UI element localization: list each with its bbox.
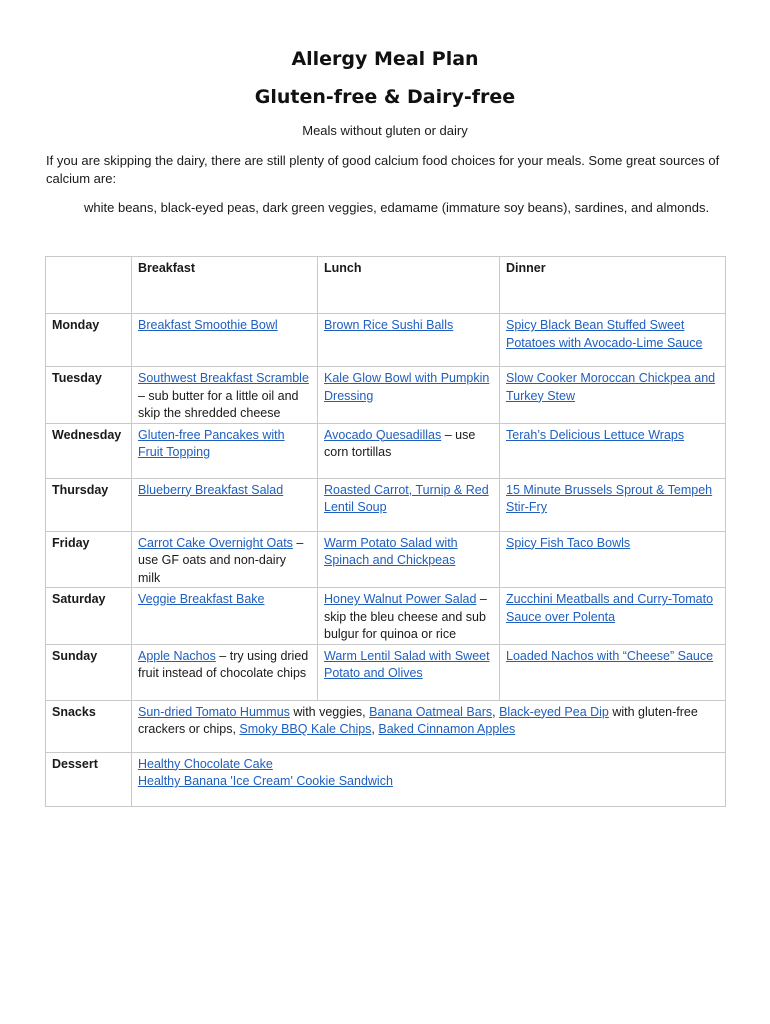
lunch-cell bbox=[318, 314, 500, 367]
breakfast-cell bbox=[132, 423, 318, 478]
snacks-text: , bbox=[371, 722, 379, 736]
recipe-link[interactable]: Warm Potato Salad with Spinach and Chickpeas bbox=[324, 535, 458, 567]
day-label: Thursday bbox=[46, 478, 132, 531]
table-row bbox=[46, 644, 726, 700]
page-subtitle-title: Gluten-free & Dairy-free bbox=[254, 86, 516, 108]
page-subtitle: Meals without gluten or dairy bbox=[302, 123, 468, 138]
recipe-link[interactable]: Honey Walnut Power Salad bbox=[324, 592, 477, 606]
lunch-cell bbox=[318, 644, 500, 700]
recipe-note: – skip the bleu cheese and sub bulgur for quinoa or rice bbox=[324, 592, 487, 641]
snacks-cell bbox=[132, 700, 726, 752]
recipe-link[interactable]: Kale Glow Bowl with Pumpkin Dressing bbox=[324, 371, 490, 403]
snacks-text: , bbox=[492, 704, 500, 719]
dinner-cell bbox=[500, 644, 726, 700]
lunch-cell bbox=[318, 423, 500, 478]
recipe-link[interactable]: Spicy Fish Taco Bowls bbox=[506, 535, 631, 550]
recipe-link[interactable]: Brown Rice Sushi Balls bbox=[324, 318, 454, 332]
breakfast-cell bbox=[132, 314, 318, 367]
lunch-cell bbox=[318, 367, 500, 424]
lunch-cell bbox=[318, 478, 500, 531]
recipe-link[interactable]: Healthy Chocolate Cake bbox=[138, 756, 273, 771]
dessert-label: Dessert bbox=[46, 752, 132, 806]
snacks-text: with gluten-free crackers or chips, bbox=[138, 704, 698, 736]
breakfast-cell bbox=[132, 478, 318, 531]
dessert-row bbox=[46, 752, 726, 806]
recipe-link[interactable]: Veggie Breakfast Bake bbox=[138, 592, 265, 606]
recipe-link[interactable]: Warm Lentil Salad with Sweet Potato and Olives bbox=[324, 648, 490, 680]
dinner-cell bbox=[500, 588, 726, 645]
table-row bbox=[46, 478, 726, 531]
recipe-link[interactable]: Breakfast Smoothie Bowl bbox=[138, 318, 278, 332]
snacks-row bbox=[46, 700, 726, 752]
recipe-link[interactable]: Gluten-free Pancakes with Fruit Topping bbox=[138, 427, 285, 459]
meal-plan-table bbox=[45, 256, 726, 807]
table-header-row bbox=[46, 257, 726, 314]
day-label: Friday bbox=[46, 531, 132, 588]
breakfast-cell bbox=[132, 644, 318, 700]
recipe-link[interactable]: Banana Oatmeal Bars bbox=[369, 704, 493, 719]
recipe-link[interactable]: Carrot Cake Overnight Oats bbox=[138, 535, 293, 550]
recipe-link[interactable]: Baked Cinnamon Apples bbox=[378, 722, 516, 736]
day-label: Tuesday bbox=[46, 367, 132, 424]
intro-paragraph: If you are skipping the dairy, there are still plenty of good calcium food choices for your meals. Some great sources of calcium are: bbox=[46, 153, 720, 186]
day-label: Wednesday bbox=[46, 423, 132, 478]
table-row bbox=[46, 588, 726, 645]
recipe-link[interactable]: Loaded Nachos with “Cheese” Sauce bbox=[506, 648, 714, 663]
recipe-link[interactable]: Roasted Carrot, Turnip & Red Lentil Soup bbox=[324, 482, 489, 514]
recipe-link[interactable]: Apple Nachos bbox=[138, 648, 216, 663]
recipe-note: – use GF oats and non-dairy milk bbox=[138, 535, 304, 585]
lunch-cell bbox=[318, 588, 500, 645]
calcium-sources: white beans, black-eyed peas, dark green veggies, edamame (immature soy beans), sardines, and almonds. bbox=[84, 200, 710, 215]
table-row bbox=[46, 531, 726, 588]
page-title: Allergy Meal Plan bbox=[291, 48, 479, 70]
day-label: Monday bbox=[46, 314, 132, 367]
header-empty-cell bbox=[46, 257, 132, 314]
recipe-link[interactable]: Spicy Black Bean Stuffed Sweet Potatoes with Avocado-Lime Sauce bbox=[506, 318, 703, 350]
table-row bbox=[46, 367, 726, 424]
lunch-cell bbox=[318, 531, 500, 588]
dinner-cell bbox=[500, 367, 726, 424]
dinner-cell bbox=[500, 314, 726, 367]
snacks-text: with veggies, bbox=[289, 704, 370, 719]
recipe-note: – use corn tortillas bbox=[324, 427, 476, 459]
recipe-link[interactable]: Slow Cooker Moroccan Chickpea and Turkey Stew bbox=[506, 371, 716, 403]
recipe-link[interactable]: Smoky BBQ Kale Chips bbox=[239, 722, 372, 736]
breakfast-cell bbox=[132, 367, 318, 424]
recipe-link[interactable]: Terah’s Delicious Lettuce Wraps bbox=[506, 427, 685, 442]
dinner-cell bbox=[500, 531, 726, 588]
breakfast-cell bbox=[132, 588, 318, 645]
header-lunch: Lunch bbox=[318, 257, 500, 314]
recipe-link[interactable]: Southwest Breakfast Scramble bbox=[138, 371, 309, 385]
recipe-link[interactable]: Blueberry Breakfast Salad bbox=[138, 482, 284, 497]
table-row bbox=[46, 423, 726, 478]
snacks-label: Snacks bbox=[46, 700, 132, 752]
recipe-note: – try using dried fruit instead of chocolate chips bbox=[138, 648, 309, 680]
recipe-link[interactable]: Healthy Banana 'Ice Cream' Cookie Sandwich bbox=[138, 774, 393, 788]
day-label: Sunday bbox=[46, 644, 132, 700]
breakfast-cell bbox=[132, 531, 318, 588]
recipe-link[interactable]: 15 Minute Brussels Sprout & Tempeh Stir-Fry bbox=[506, 482, 713, 514]
dinner-cell bbox=[500, 423, 726, 478]
header-breakfast: Breakfast bbox=[132, 257, 318, 314]
recipe-link[interactable]: Zucchini Meatballs and Curry-Tomato Sauce over Polenta bbox=[506, 592, 714, 624]
table-row bbox=[46, 314, 726, 367]
recipe-link[interactable]: Black-eyed Pea Dip bbox=[499, 704, 609, 719]
day-label: Saturday bbox=[46, 588, 132, 645]
recipe-note: – sub butter for a little oil and skip the shredded cheese bbox=[138, 388, 299, 420]
recipe-link[interactable]: Sun-dried Tomato Hummus bbox=[138, 704, 290, 719]
dinner-cell bbox=[500, 478, 726, 531]
dessert-cell bbox=[132, 752, 726, 806]
header-dinner: Dinner bbox=[500, 257, 726, 314]
recipe-link[interactable]: Avocado Quesadillas bbox=[324, 427, 442, 442]
